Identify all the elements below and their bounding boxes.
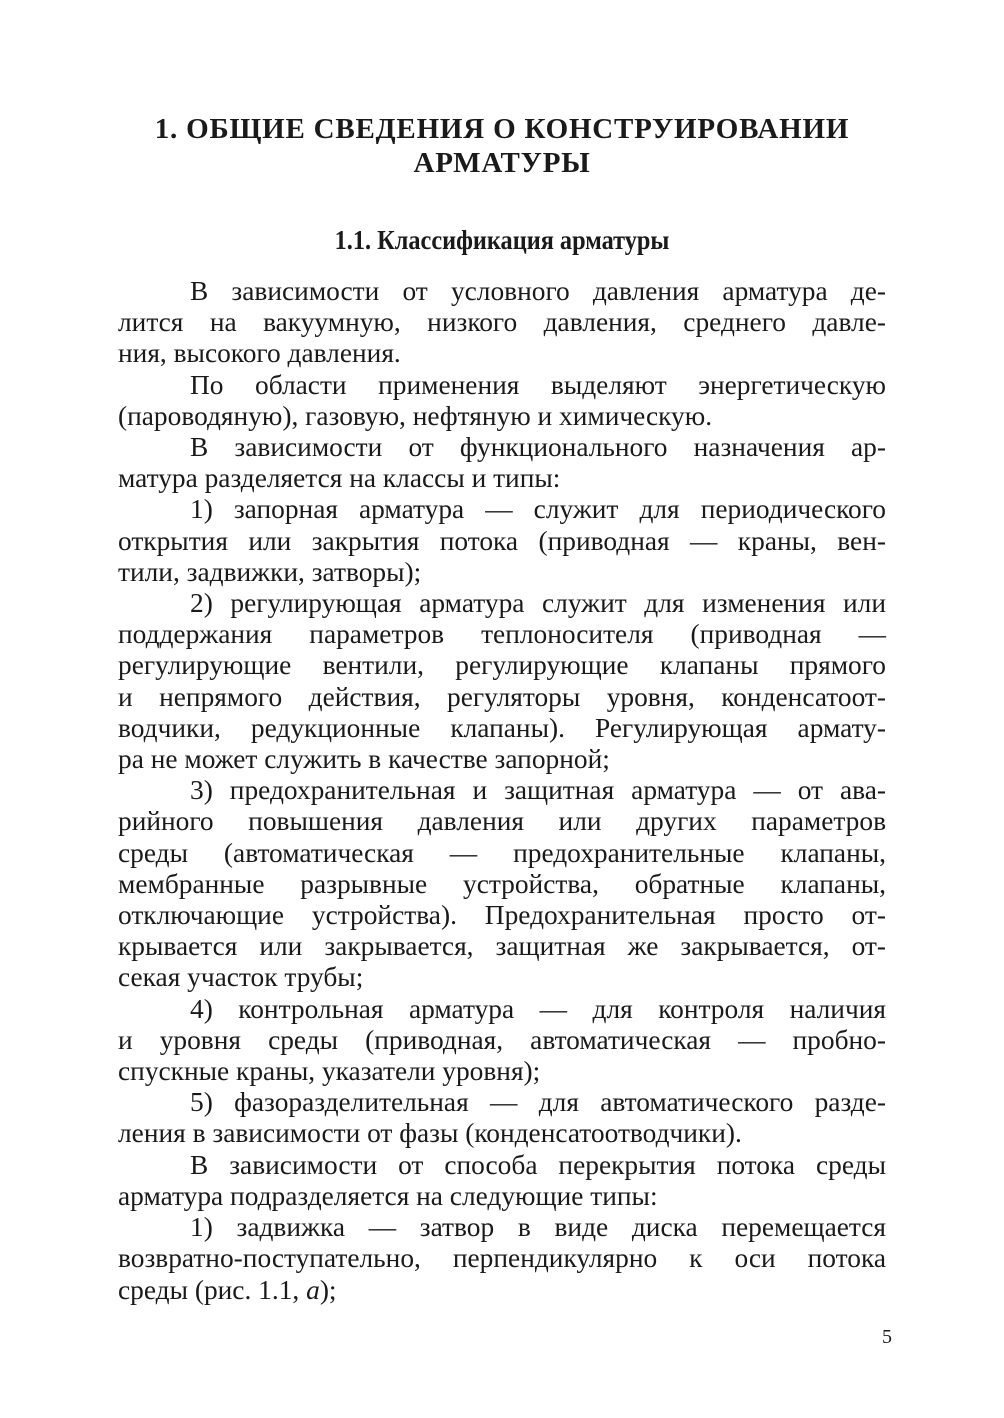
text-line: 4) контрольная арматура — для контроля наличия — [190, 993, 886, 1024]
paragraph — [118, 588, 886, 775]
text-run: ); — [319, 1274, 337, 1305]
text-run: среды (рис. 1.1, — [118, 1274, 307, 1305]
text-line: 2) регулирующая арматура служит для изменения или — [190, 588, 886, 619]
page-content — [118, 112, 886, 1306]
text-line: и непрямого действия, регуляторы уровня, конденсатоот- — [118, 681, 886, 712]
text-line — [118, 1275, 886, 1306]
chapter-title-line-2: АРМАТУРЫ — [413, 147, 591, 179]
text-line: возвратно-поступательно, перпендикулярно к оси потока — [118, 1243, 886, 1274]
paragraph — [118, 775, 886, 993]
text-line: тили, задвижки, затворы); — [118, 556, 422, 587]
paragraph — [118, 1087, 886, 1149]
text-line: В зависимости от способа перекрытия потока среды — [190, 1149, 886, 1180]
body-text — [118, 276, 886, 1306]
text-line: (пароводяную), газовую, нефтяную и химическую. — [118, 400, 713, 431]
text-line: В зависимости от функционального назначения ар- — [190, 432, 886, 463]
text-line: крывается или закрывается, защитная же закрывается, от- — [118, 931, 886, 962]
text-line: и уровня среды (приводная, автоматическая — пробно- — [118, 1024, 886, 1055]
paragraph — [118, 370, 886, 432]
text-line: В зависимости от условного давления арматура де- — [190, 276, 886, 306]
text-line: мембранные разрывные устройства, обратные клапаны, — [118, 868, 886, 899]
text-line: ния, высокого давления. — [118, 338, 401, 369]
text-line: открытия или закрытия потока (приводная — краны, вен- — [118, 525, 886, 556]
paragraph — [118, 1150, 886, 1212]
text-line: среды (автоматическая — предохранительные клапаны, — [118, 837, 886, 868]
section-title: 1.1. Классификация арматуры — [334, 225, 670, 255]
text-line: 3) предохранительная и защитная арматура — от ава- — [190, 775, 886, 806]
text-line: По области применения выделяют энергетическую — [190, 369, 886, 400]
text-line: спускные краны, указатели уровня); — [118, 1056, 541, 1087]
text-line: матура разделяется на классы и типы: — [118, 463, 561, 494]
text-line: регулирующие вентили, регулирующие клапаны прямого — [118, 650, 886, 681]
chapter-title — [118, 112, 886, 180]
paragraph — [118, 1212, 886, 1306]
paragraph — [118, 432, 886, 494]
text-line: поддержания параметров теплоносителя (приводная — — [118, 619, 886, 650]
text-line: секая участок трубы; — [118, 962, 364, 993]
text-line: ра не может служить в качестве запорной; — [118, 744, 610, 775]
text-line: арматура подразделяется на следующие типы: — [118, 1180, 658, 1211]
figure-ref-letter: а — [306, 1274, 320, 1305]
page-number: 5 — [882, 1326, 892, 1348]
paragraph — [118, 494, 886, 588]
text-line: водчики, редукционные клапаны). Регулирующая армату- — [118, 712, 886, 743]
chapter-title-line-1: 1. ОБЩИЕ СВЕДЕНИЯ О КОНСТРУИРОВАНИИ — [154, 113, 850, 145]
text-line: рийного повышения давления или других параметров — [118, 806, 886, 837]
text-line: 1) задвижка — затвор в виде диска перемещается — [190, 1212, 886, 1243]
text-line: 1) запорная арматура — служит для периодического — [190, 494, 886, 525]
text-line: ления в зависимости от фазы (конденсатоотводчики). — [118, 1118, 742, 1149]
paragraph — [118, 276, 886, 370]
paragraph — [118, 994, 886, 1088]
text-line: 5) фазоразделительная — для автоматического разде- — [190, 1087, 886, 1118]
text-line: отключающие устройства). Предохранительная просто от- — [118, 900, 886, 931]
text-line: лится на вакуумную, низкого давления, среднего давле- — [118, 307, 886, 338]
